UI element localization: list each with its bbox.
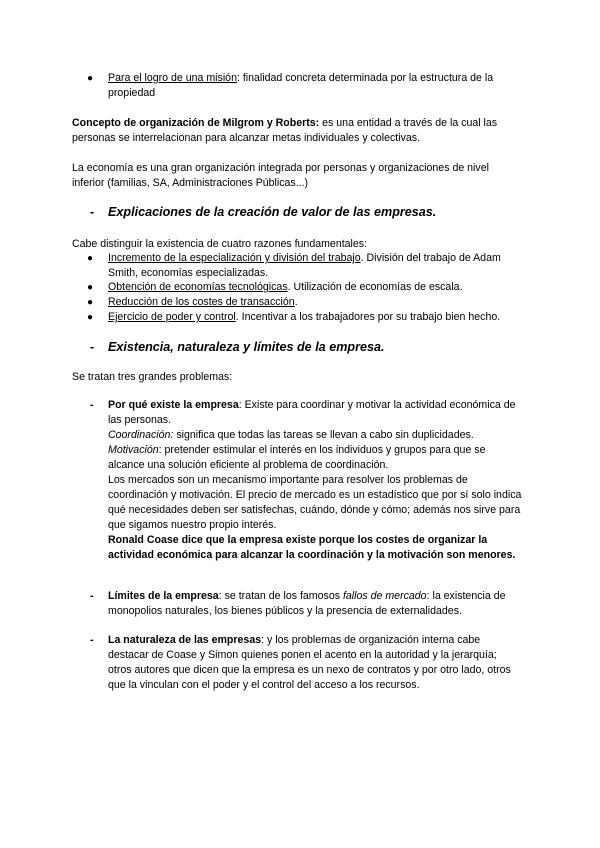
coase-statement: Ronald Coase dice que la empresa existe porque los costes de organizar la actividad económica para alcanzar la coordinación y la motivación son menores. (108, 534, 516, 561)
list-item: ● Incremento de la especialización y división del trabajo. División del trabajo de Adam Smith, economías especializadas. (87, 252, 501, 279)
razones-intro: Cabe distinguir la existencia de cuatro razones fundamentales: (72, 238, 368, 250)
bullet-icon: ● (87, 312, 94, 323)
list-item: ● Ejercicio de poder y control. Incentivar a los trabajadores por su trabajo bien hecho. (87, 311, 501, 323)
bullet-icon: ● (87, 282, 94, 293)
problemas-intro: Se tratan tres grandes problemas: (72, 371, 233, 383)
problema-por-que-existe: - Por qué existe la empresa: Existe para coordinar y motivar la actividad económica de las personas. Coordinación: significa que todas las tareas se llevan a cabo sin duplicidades. Motivación: pretender estimular el interés en los individuos y grupos para que se alcance una solución eficiente al problema de coordinación. Los mercados son un mecanismo importante para resolver los problemas de coordinación y motivación. El precio de mercado es un estadístico que por sí solo indica qué necesidades deben ser satisfechas, cuándo, dónde y cómo; además nos sirve para que sigamos nuestro propio interés. Ronald Coase dice que la empresa existe porque los costes de organizar la actividad económica para alcanzar la coordinación y la motivación son menores. (90, 399, 522, 561)
economia-paragraph: La economía es una gran organización integrada por personas y organizaciones de nivel inferior (familias, SA, Administraciones Públicas...) (72, 162, 489, 189)
logro-mision-link: Para el logro de una misión (108, 72, 237, 84)
bullet-icon: ● (87, 73, 94, 84)
problema-limites: - Límites de la empresa: se tratan de los famosos fallos de mercado: la existencia de monopolios naturales, los bienes públicos y la presencia de externalidades. (90, 590, 506, 617)
bullet-icon: ● (87, 253, 94, 264)
bullet-logro-mision: ● Para el logro de una misión: finalidad concreta determinada por la estructura de la propiedad (87, 72, 494, 99)
list-item: ● Obtención de economías tecnológicas. Utilización de economías de escala. (87, 281, 463, 293)
bullet-icon: ● (87, 297, 94, 308)
list-item: ● Reducción de los costes de transacción. (87, 296, 298, 308)
problema-naturaleza: - La naturaleza de las empresas: y los problemas de organización interna cabe destacar de Coase y Simon quienes ponen el acento en la autoridad y la jerarquía; otros autores que dicen que la empresa es un nexo de contratos y por otro lado, otros que la vinculan con el poder y el control del acceso a los recursos. (90, 634, 511, 691)
document-page: ● Para el logro de una misión: finalidad concreta determinada por la estructura de la propiedad Concepto de organización de Milgrom y Roberts: es una entidad a través de la cual las personas se interrelacionan para alcanzar metas individuales y colectivas. La economía es una gran organización integrada por personas y organizaciones de nivel inferior (familias, SA, Administraciones Públicas...) - Explicaciones de la creación de valor de las empresas. Cabe distinguir la existencia de cuatro razones fundamentales: ● Incremento de la especialización y división del trabajo. División del trabajo de Adam Smith, economías especializadas. ● Obtención de economías tecnológicas. Utilización de economías de escala. ● Reducción de los costes de transacción. ● Ejercicio de poder y control. Incentivar a los trabajadores por su trabajo bien hecho. - Existencia, naturaleza y límites de la empresa. Se tratan tres grandes problemas: - Por qué existe la empresa: Existe para coordinar y motivar la actividad económica de las personas. Coordinación: significa que todas las tareas se llevan a cabo sin duplicidades. Motivación: pretender estimular el interés en los individuos y grupos para que se alcance una solución eficiente al problema de coordinación. Los mercados son un mecanismo importante para resolver los problemas de coordinación y motivación. El precio de mercado es un estadístico que por sí solo indica qué necesidades deben ser satisfechas, cuándo, dónde y cómo; además nos sirve para que sigamos nuestro propio interés. Ronald Coase dice que la empresa existe porque los costes de organizar la actividad económica para alcanzar la coordinación y la motivación son menores. - Límites de la empresa: se tratan de los famosos fallos de mercado: la existencia de monopolios naturales, los bienes públicos y la presencia de externalidades. - La naturaleza de las empresas: y los problemas de organización interna cabe destacar de Coase y Simon quienes ponen el acento en la autoridad y la jerarquía; otros autores que dicen que la empresa es un nexo de contratos y por otro lado, otros que la vinculan con el poder y el control del acceso a los recursos. (72, 72, 522, 691)
milgrom-paragraph: Concepto de organización de Milgrom y Roberts: es una entidad a través de la cual las personas se interrelacionan para alcanzar metas individuales y colectivas. (72, 117, 498, 144)
